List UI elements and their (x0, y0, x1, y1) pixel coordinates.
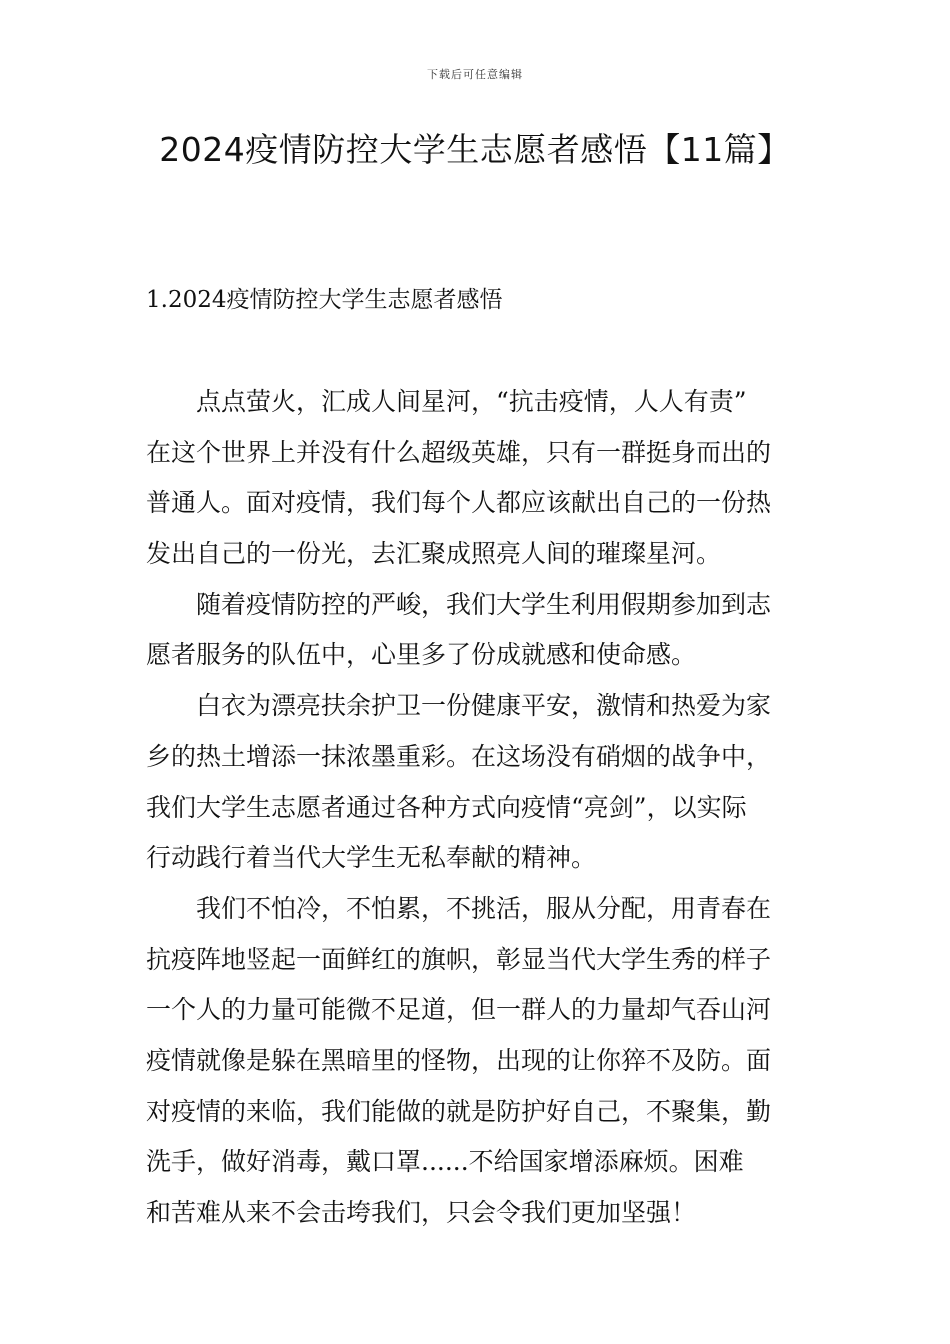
text-line: 发出自己的一份光，去汇聚成照亮人间的璀璨星河。 (146, 539, 722, 569)
text-line: 疫情就像是躲在黑暗里的怪物，出现的让你猝不及防。面 (146, 1045, 772, 1075)
text-line: 白衣为漂亮扶余护卫一份健康平安，激情和热爱为家 (196, 691, 772, 721)
text-line: 洗手，做好消毒，戴口罩......不给国家增添麻烦。困难 (146, 1147, 744, 1177)
text-line: 对疫情的来临，我们能做的就是防护好自己，不聚集，勤 (146, 1096, 772, 1126)
text-line: 和苦难从来不会击垮我们，只会令我们更加坚强！ (146, 1198, 697, 1227)
paragraph-4 (146, 884, 808, 1239)
text-line: 行动践行着当代大学生无私奉献的精神。 (146, 843, 597, 873)
paragraph-3 (146, 681, 808, 884)
paragraph-2 (146, 580, 808, 681)
text-line: 在这个世界上并没有什么超级英雄，只有一群挺身而出的 (146, 437, 772, 467)
paragraph-1 (146, 377, 808, 580)
text-line: 点点萤火，汇成人间星河，“抗击疫情，人人有责” (196, 387, 747, 416)
text-line: 愿者服务的队伍中，心里多了份成就感和使命感。 (146, 640, 697, 670)
text-line: 普通人。面对疫情，我们每个人都应该献出自己的一份热 (146, 488, 772, 518)
text-line: 随着疫情防控的严峻，我们大学生利用假期参加到志 (196, 589, 772, 619)
section-heading: 1.2024疫情防控大学生志愿者感悟 (146, 287, 503, 313)
body-text (146, 377, 808, 1239)
text-line: 我们不怕冷，不怕累，不挑活，服从分配，用青春在 (196, 893, 772, 923)
text-line: 抗疫阵地竖起一面鲜红的旗帜，彰显当代大学生秀的样子 (146, 944, 772, 974)
text-line: 一个人的力量可能微不足道，但一群人的力量却气吞山河 (146, 995, 772, 1025)
text-line: 乡的热土增添一抹浓墨重彩。在这场没有硝烟的战争中， (146, 741, 772, 771)
header-note: 下载后可任意编辑 (427, 68, 523, 81)
text-line: 我们大学生志愿者通过各种方式向疫情“亮剑”，以实际 (146, 792, 747, 822)
document-title: 2024疫情防控大学生志愿者感悟【11篇】 (159, 130, 791, 169)
